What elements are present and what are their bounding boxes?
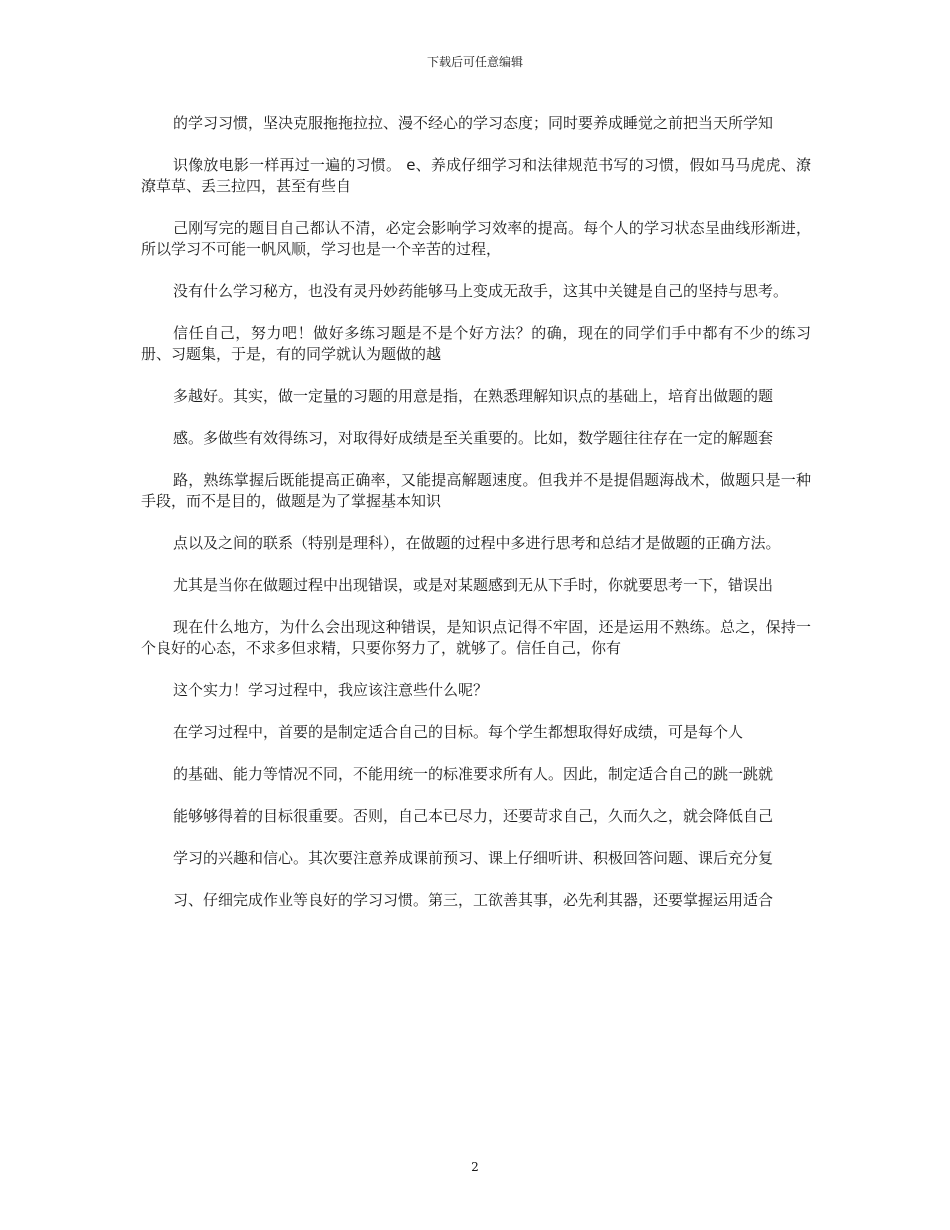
paragraph: 识像放电影一样再过一遍的习惯。 e、养成仔细学习和法律规范书写的习惯，假如马马虎虎、潦潦草草、丢三拉四，甚至有些自	[141, 156, 811, 195]
page-header: 下载后可任意编辑	[426, 55, 523, 69]
paragraph: 感。多做些有效得练习，对取得好成绩是至关重要的。比如，数学题往往存在一定的解题套	[173, 429, 774, 447]
paragraph: 的学习习惯，坚决克服拖拖拉拉、漫不经心的学习态度；同时要养成睡觉之前把当天所学知	[173, 114, 774, 132]
document-body	[141, 113, 811, 932]
paragraph: 信任自己，努力吧！做好多练习题是不是个好方法？的确，现在的同学们手中都有不少的练习册、习题集，于是，有的同学就认为题做的越	[141, 324, 811, 363]
paragraph: 多越好。其实，做一定量的习题的用意是指，在熟悉理解知识点的基础上，培育出做题的题	[173, 387, 774, 405]
paragraph: 己刚写完的题目自己都认不清，必定会影响学习效率的提高。每个人的学习状态呈曲线形渐进，所以学习不可能一帆风顺，学习也是一个辛苦的过程，	[141, 219, 811, 258]
paragraph: 在学习过程中，首要的是制定适合自己的目标。每个学生都想取得好成绩，可是每个人	[173, 723, 744, 741]
paragraph: 习、仔细完成作业等良好的学习习惯。第三，工欲善其事，必先利其器，还要掌握运用适合	[173, 891, 774, 909]
paragraph: 能够够得着的目标很重要。否则，自己本已尽力，还要苛求自己，久而久之，就会降低自己	[173, 807, 774, 825]
paragraph: 路，熟练掌握后既能提高正确率，又能提高解题速度。但我并不是提倡题海战术，做题只是一种手段，而不是目的，做题是为了掌握基本知识	[141, 471, 811, 510]
paragraph: 学习的兴趣和信心。其次要注意养成课前预习、课上仔细听讲、积极回答问题、课后充分复	[173, 849, 774, 867]
paragraph: 没有什么学习秘方，也没有灵丹妙药能够马上变成无敌手，这其中关键是自己的坚持与思考。	[173, 282, 789, 300]
paragraph: 的基础、能力等情况不同，不能用统一的标准要求所有人。因此，制定适合自己的跳一跳就	[173, 765, 774, 783]
paragraph: 尤其是当你在做题过程中出现错误，或是对某题感到无从下手时，你就要思考一下，错误出	[173, 576, 774, 594]
paragraph: 现在什么地方，为什么会出现这种错误，是知识点记得不牢固，还是运用不熟练。总之，保持一个良好的心态，不求多但求精，只要你努力了，就够了。信任自己，你有	[141, 618, 811, 657]
page-number: 2	[471, 1160, 479, 1174]
paragraph: 这个实力！学习过程中，我应该注意些什么呢？	[173, 681, 489, 699]
paragraph: 点以及之间的联系（特别是理科），在做题的过程中多进行思考和总结才是做题的正确方法。	[173, 534, 781, 552]
